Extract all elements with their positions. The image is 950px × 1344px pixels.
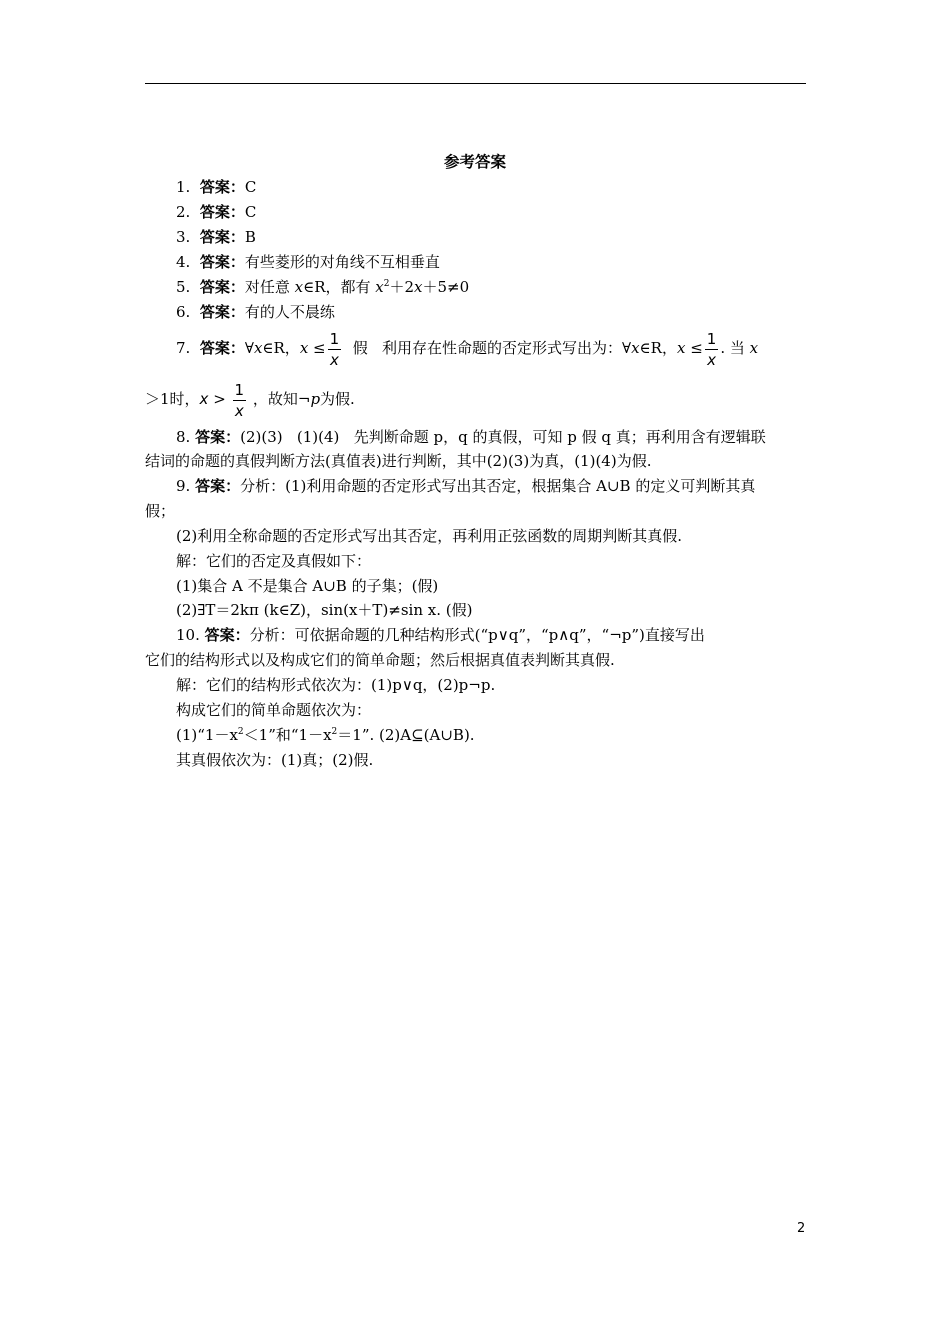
answer-5: 5. 答案：对任意 x∈R，都有 $x^2+2x+5\ne 0$	[176, 278, 470, 296]
answer-8-line1: 8. 答案：(2)(3) (1)(4) 先判断命题 p，q 的真假，可知 p 假 q 真；再利用含有逻辑联	[176, 428, 766, 446]
answer-8-line2: 结词的命题的真假判断方法(真值表)进行判断，其中(2)(3)为真，(1)(4)为假.	[145, 452, 652, 470]
answer-7-line1: 7. 答案：∀x∈R，x ≤ $\frac{1}{x}$ 假 利用存在性命题的否定形式写出为：∀x∈R，x ≤ $\frac{1}{x}$ . 当 x	[176, 329, 759, 369]
answer-10-line3: 解：它们的结构形式依次为：(1)p∨q，(2)p¬p.	[176, 676, 496, 694]
answer-label: 答案：	[195, 477, 241, 495]
answer-1: 1. 答案：C	[176, 178, 257, 196]
answer-10-line6: 其真假依次为：(1)真；(2)假.	[176, 751, 374, 769]
answer-label: 答案：	[204, 626, 250, 644]
answer-label: 答案：	[199, 228, 245, 246]
fraction-1-over-x: $\frac{1}{x}$	[234, 380, 245, 420]
answer-7-line2: ＞1时，x > $\frac{1}{x}$ ，故知¬p为假.	[145, 380, 355, 420]
answer-10-line1: 10. 答案：分析：可依据命题的几种结构形式(“p∨q”，“p∧q”，“¬p”)直接写出	[176, 626, 705, 644]
fraction-1-over-x: $\frac{1}{x}$	[329, 329, 340, 369]
fraction-1-over-x: $\frac{1}{x}$	[706, 329, 717, 369]
answer-4: 4. 答案：有些菱形的对角线不互相垂直	[176, 253, 440, 271]
answer-label: 答案：	[199, 303, 245, 321]
answer-9-line2: 假；	[145, 502, 176, 520]
answer-label: 答案：	[195, 428, 241, 446]
page-number: 2	[797, 1221, 806, 1236]
answer-label: 答案：	[199, 203, 245, 221]
answer-9-line6: (2)∃T＝2kπ (k∈Z)，sin(x＋T)≠sin x. (假)	[176, 601, 473, 619]
answer-6: 6. 答案：有的人不晨练	[176, 303, 335, 321]
answer-9-line4: 解：它们的否定及真假如下：	[176, 552, 372, 570]
answer-label: 答案：	[199, 339, 245, 357]
header-rule	[145, 83, 806, 84]
page-title: 参考答案	[443, 152, 506, 171]
answer-2: 2. 答案：C	[176, 203, 257, 221]
answer-9-line1: 9. 答案：分析：(1)利用命题的否定形式写出其否定，根据集合 A∪B 的定义可判断其真	[176, 477, 756, 495]
answer-10-line4: 构成它们的简单命题依次为：	[176, 701, 372, 719]
answer-label: 答案：	[199, 278, 245, 296]
answer-3: 3. 答案：B	[176, 228, 256, 246]
answer-9-line3: (2)利用全称命题的否定形式写出其否定，再利用正弦函数的周期判断其真假.	[176, 527, 683, 545]
answer-label: 答案：	[199, 178, 245, 196]
answer-10-line2: 它们的结构形式以及构成它们的简单命题；然后根据真值表判断其真假.	[145, 651, 615, 669]
answer-10-line5: $(1)“1-x^2<1$”和“$1-x^2=1$”. (2)A⊆(A∪B).	[176, 726, 475, 744]
answer-9-line5: (1)集合 A 不是集合 A∪B 的子集；(假)	[176, 577, 439, 595]
answer-label: 答案：	[199, 253, 245, 271]
